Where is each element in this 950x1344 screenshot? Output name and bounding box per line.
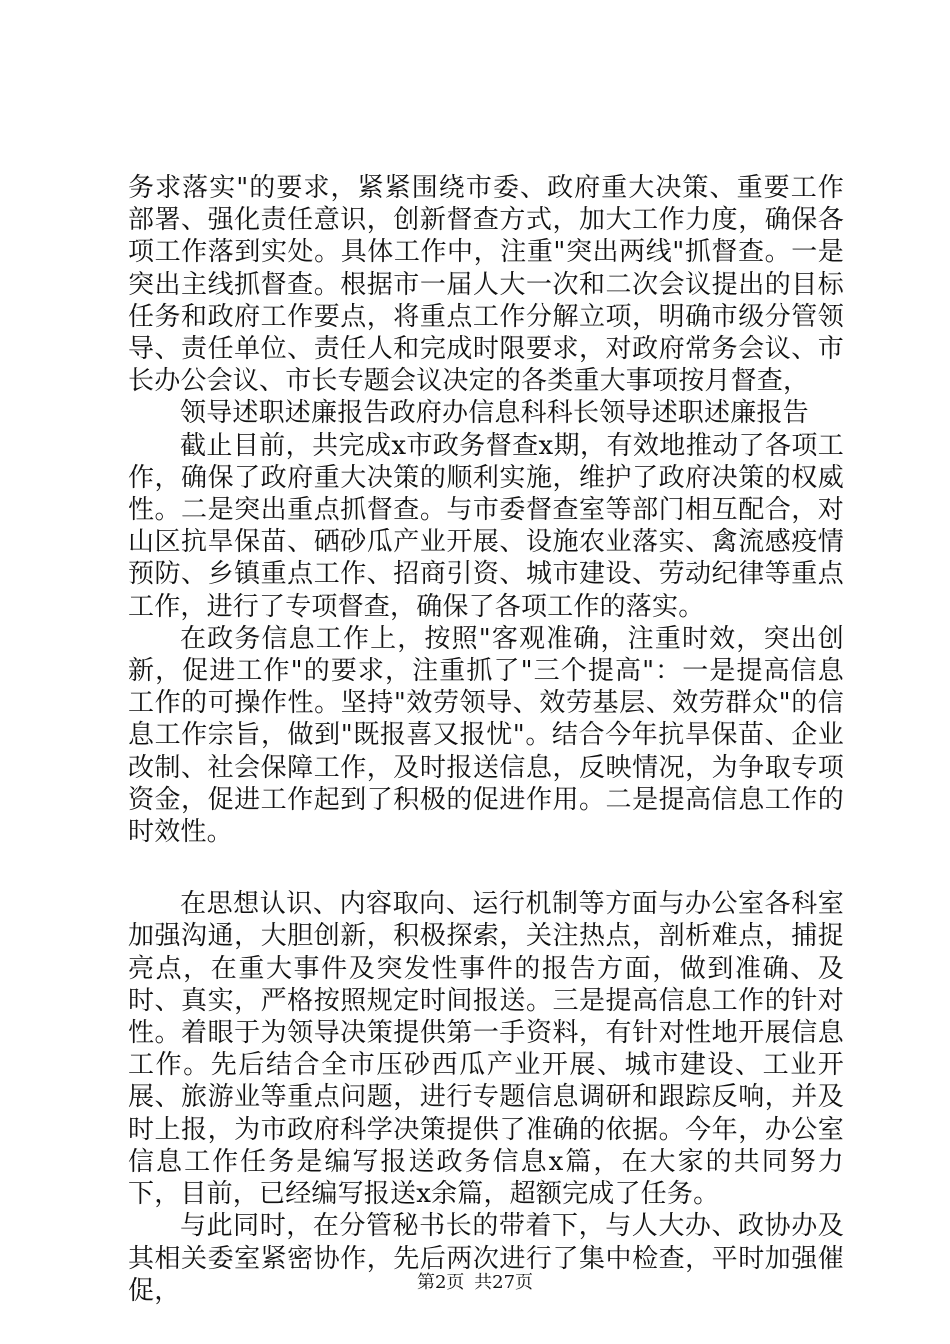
page-number: 第2页 xyxy=(416,1272,465,1293)
paragraph-4: 在政务信息工作上，按照"客观准确，注重时效，突出创新，促进工作"的要求，注重抓了"三个提高"：一是提高信息工作的可操作性。坚持"效劳领导、效劳基层、效劳群众"的信息工作宗旨，做到"既报喜又报忧"。结合今年抗旱保苗、企业改制、社会保障工作，及时报送信息，反映情况，为争取专项资金，促进工作起到了积极的促进作用。二是提高信息工作的时效性。 xyxy=(128,623,844,848)
paragraph-title-line: 领导述职述廉报告政府办信息科科长领导述职述廉报告 xyxy=(180,398,809,429)
page-footer xyxy=(0,1271,950,1295)
paragraph-5: 在思想认识、内容取向、运行机制等方面与办公室各科室加强沟通，大胆创新，积极探索，关注热点，剖析难点，捕捉亮点，在重大事件及突发性事件的报告方面，做到准确、及时、真实，严格按照规定时间报送。三是提高信息工作的针对性。着眼于为领导决策提供第一手资料，有针对性地开展信息工作。先后结合全市压砂西瓜产业开展、城市建设、工业开展、旅游业等重点问题，进行专题信息调研和跟踪反响，并及时上报，为市政府科学决策提供了准确的依据。今年，办公室信息工作任务是编写报送政务信息x篇，在大家的共同努力下，目前，已经编写报送x余篇，超额完成了任务。 xyxy=(128,889,844,1210)
document-body xyxy=(128,172,844,1307)
page-total: 共27页 xyxy=(474,1272,534,1293)
paragraph-1: 务求落实"的要求，紧紧围绕市委、政府重大决策、重要工作部署、强化责任意识，创新督查方式，加大工作力度，确保各项工作落到实处。具体工作中，注重"突出两线"抓督查。一是突出主线抓督查。根据市一届人大一次和二次会议提出的目标任务和政府工作要点，将重点工作分解立项，明确市级分管领导、责任单位、责任人和完成时限要求，对政府常务会议、市长办公会议、市长专题会议决定的各类重大事项按月督查， xyxy=(128,173,844,397)
paragraph-3: 截止目前，共完成x市政务督查x期，有效地推动了各项工作，确保了政府重大决策的顺利实施，维护了政府决策的权威性。二是突出重点抓督查。与市委督查室等部门相互配合，对山区抗旱保苗、硒砂瓜产业开展、设施农业落实、禽流感疫情预防、乡镇重点工作、招商引资、城市建设、劳动纪律等重点工作，进行了专项督查，确保了各项工作的落实。 xyxy=(128,430,844,622)
paragraph-6: 与此同时，在分管秘书长的带着下，与人大办、政协办及其相关委室紧密协作，先后两次进行了集中检查，平时加强催促， xyxy=(128,1211,844,1306)
